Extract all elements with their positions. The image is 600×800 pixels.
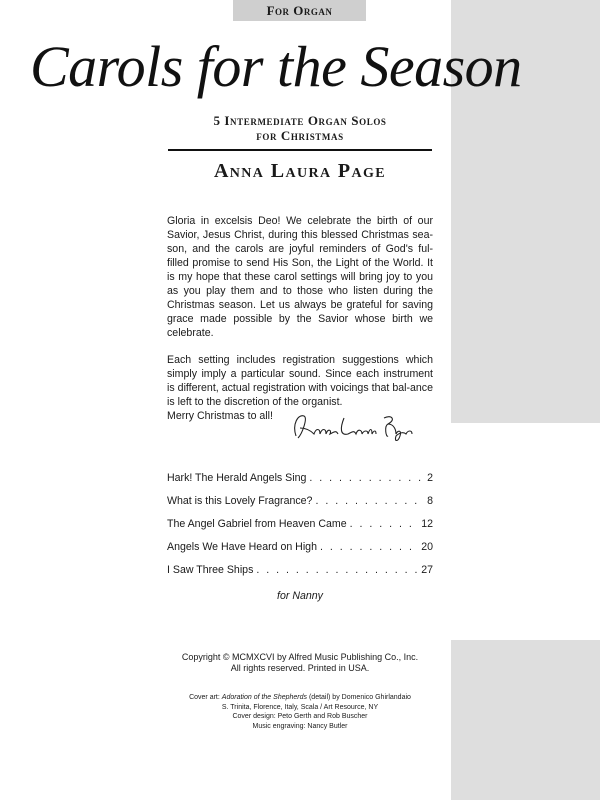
book-title: Carols for the Season [30, 34, 522, 99]
author-name: Anna Laura Page [213, 160, 387, 182]
toc-leader [315, 495, 424, 507]
toc-entry [167, 564, 433, 587]
engraving-credit: Music engraving: Nancy Butler [252, 722, 348, 730]
table-of-contents [167, 472, 433, 587]
copyright-line-2: All rights reserved. Printed in USA. [230, 663, 370, 673]
subtitle-line-2: for Christmas [256, 128, 344, 143]
title-divider [168, 149, 432, 151]
introduction [167, 214, 433, 423]
toc-leader [320, 541, 418, 553]
side-panel-bottom [451, 640, 600, 800]
toc-entry-page: 12 [421, 518, 433, 530]
toc-entry [167, 472, 433, 495]
dedication: for Nanny [277, 590, 323, 602]
intro-closing: Merry Christmas to all! [167, 410, 273, 422]
toc-entry-title: I Saw Three Ships [167, 564, 254, 576]
author-signature [288, 408, 418, 444]
copyright-line-1: Copyright © MCMXCVI by Alfred Music Publishing Co., Inc. [181, 652, 419, 662]
toc-entry-title: What is this Lovely Fragrance? [167, 495, 313, 507]
toc-entry-title: Hark! The Herald Angels Sing [167, 472, 307, 484]
cover-design-credit: Cover design: Peto Gerth and Rob Buscher [232, 713, 368, 720]
cover-art-title: Adoration of the Shepherds [221, 694, 308, 701]
cover-art-source: S. Trinita, Florence, Italy, Scala / Art Resource, NY [221, 703, 379, 711]
toc-entry-title: Angels We Have Heard on High [167, 541, 317, 553]
instrument-label: For Organ [233, 0, 366, 21]
toc-entry-page: 8 [427, 495, 433, 507]
cover-art-prefix: Cover art: [189, 694, 220, 701]
intro-paragraph-2: Each setting includes registration suggestions which simply imply a particular sound. Since each instrument is different, actual registration with voicings that bal-ance is left to the discretion of the organist. [167, 354, 433, 408]
toc-entry [167, 495, 433, 518]
cover-art-credit [167, 693, 433, 703]
book-subtitle [170, 113, 430, 143]
toc-entry [167, 518, 433, 541]
subtitle-line-1: 5 Intermediate Organ Solos [213, 113, 387, 128]
toc-leader [309, 472, 424, 484]
toc-entry-page: 2 [427, 472, 433, 484]
copyright-notice [167, 652, 433, 674]
toc-entry-page: 27 [421, 564, 433, 576]
credits [167, 693, 433, 731]
toc-entry [167, 541, 433, 564]
toc-entry-title: The Angel Gabriel from Heaven Came [167, 518, 347, 530]
toc-leader [350, 518, 419, 530]
toc-leader [256, 564, 418, 576]
intro-paragraph-1: Gloria in excelsis Deo! We celebrate the birth of our Savior, Jesus Christ, during this blessed Christmas sea-son, and the carols are joyful reminders of God's ful-filled promise to send His Son, the Light of the World. It is my hope that these carol settings will bring joy to you as you play them and to those who listen during the Christmas season. Let us always be grateful for saving grace made possible by the Savior whose birth we celebrate. [167, 215, 433, 339]
toc-entry-page: 20 [421, 541, 433, 553]
cover-art-suffix: (detail) by Domenico Ghirlandaio [308, 694, 411, 701]
